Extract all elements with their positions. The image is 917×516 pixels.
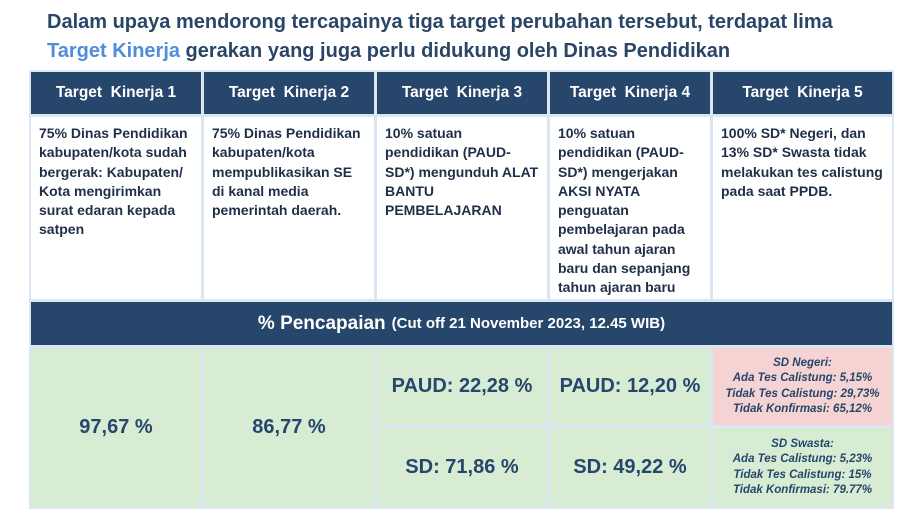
target-3-description: 10% satuan pendidikan (PAUD-SD*) mengunduh ALAT BANTU PEMBELAJARAN (377, 117, 547, 299)
sd-swasta-result (713, 428, 892, 507)
target-3-paud-result: PAUD: 22,28 % (377, 348, 547, 425)
target-1-header: Target Kinerja 1 (31, 72, 201, 114)
sd-negeri-line: Ada Tes Calistung: 5,15% (732, 372, 873, 384)
sd-swasta-line: Ada Tes Calistung: 5,23% (732, 453, 873, 465)
heading-line-2 (47, 37, 907, 66)
heading-accent: Target Kinerja (47, 40, 180, 62)
sd-swasta-line: Tidak Tes Calistung: 15% (733, 468, 872, 481)
sd-swasta-title: SD Swasta: (771, 437, 834, 450)
target-2-description: 75% Dinas Pendidikan kabupaten/kota mempublikasikan SE di kanal media pemerintah daerah. (204, 117, 374, 299)
target-1-result: 97,67 % (31, 348, 201, 507)
heading-line-2-rest: gerakan yang juga perlu didukung oleh Dinas Pendidikan (180, 40, 731, 62)
target-5-description: 100% SD* Negeri, dan 13% SD* Swasta tidak melakukan tes calistung pada saat PPDB. (713, 117, 892, 299)
target-4-header: Target Kinerja 4 (550, 72, 710, 114)
sd-swasta-line: Tidak Konfirmasi: 79.77% (732, 484, 873, 496)
sd-negeri-line: Tidak Tes Calistung: 29,73% (725, 387, 880, 400)
sd-negeri-title: SD Negeri: (773, 356, 832, 369)
sd-negeri-line: Tidak Konfirmasi: 65,12% (732, 403, 873, 415)
target-4-sd-result: SD: 49,22 % (550, 428, 710, 507)
target-3-header: Target Kinerja 3 (377, 72, 547, 114)
sd-negeri-result (713, 348, 892, 425)
target-5-header: Target Kinerja 5 (713, 72, 892, 114)
achievement-banner (31, 302, 892, 345)
achievement-title: % Pencapaian (257, 312, 386, 334)
target-2-result: 86,77 % (204, 348, 374, 507)
achievement-cutoff: (Cut off 21 November 2023, 12.45 WIB) (391, 315, 666, 332)
target-4-paud-result: PAUD: 12,20 % (550, 348, 710, 425)
target-3-sd-result: SD: 71,86 % (377, 428, 547, 507)
target-4-description: 10% satuan pendidikan (PAUD-SD*) mengerjakan AKSI NYATA penguatan pembelajaran pada awal tahun ajaran baru dan sepanjang tahun ajaran baru (550, 117, 710, 299)
page-heading (47, 8, 907, 66)
target-2-header: Target Kinerja 2 (204, 72, 374, 114)
heading-line-1: Dalam upaya mendorong tercapainya tiga target perubahan tersebut, terdapat lima (47, 11, 833, 33)
target-table (29, 70, 894, 509)
target-1-description: 75% Dinas Pendidikan kabupaten/kota sudah bergerak: Kabupaten/ Kota mengirimkan surat edaran kepada satpen (31, 117, 201, 299)
